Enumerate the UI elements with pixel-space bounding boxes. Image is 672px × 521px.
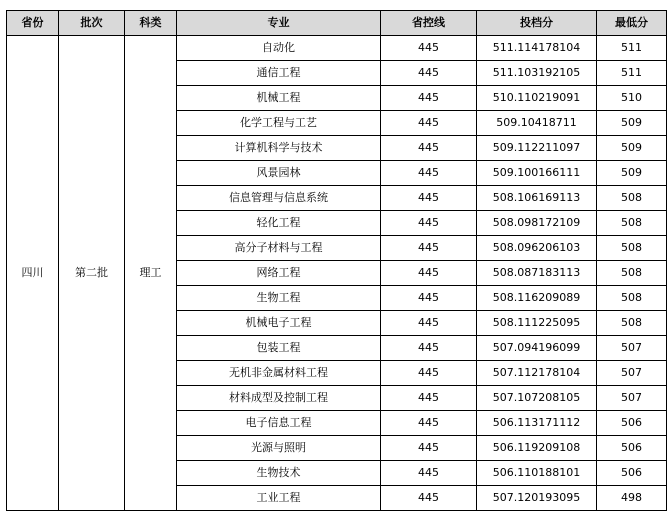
admission-score-cell: 511.114178104 [477,36,597,61]
min-score-cell: 511 [597,61,667,86]
min-score-cell: 510 [597,86,667,111]
control-line-cell: 445 [381,336,477,361]
header-row [7,11,667,36]
major-cell: 高分子材料与工程 [177,236,381,261]
header-admission-score: 投档分 [477,11,597,36]
control-line-cell: 445 [381,361,477,386]
min-score-cell: 507 [597,336,667,361]
major-cell: 生物工程 [177,286,381,311]
control-line-cell: 445 [381,36,477,61]
major-cell: 自动化 [177,36,381,61]
major-cell: 通信工程 [177,61,381,86]
admission-score-cell: 508.096206103 [477,236,597,261]
min-score-cell: 506 [597,436,667,461]
control-line-cell: 445 [381,286,477,311]
header-control-line: 省控线 [381,11,477,36]
admission-score-cell: 506.119209108 [477,436,597,461]
min-score-cell: 507 [597,386,667,411]
major-cell: 轻化工程 [177,211,381,236]
major-cell: 无机非金属材料工程 [177,361,381,386]
admission-score-cell: 509.100166111 [477,161,597,186]
admission-score-cell: 508.106169113 [477,186,597,211]
admission-score-cell: 507.107208105 [477,386,597,411]
province-cell: 四川 [7,36,59,511]
major-cell: 包装工程 [177,336,381,361]
major-cell: 生物技术 [177,461,381,486]
major-cell: 电子信息工程 [177,411,381,436]
min-score-cell: 498 [597,486,667,511]
control-line-cell: 445 [381,186,477,211]
table-row [7,36,667,61]
admission-score-cell: 507.120193095 [477,486,597,511]
min-score-cell: 509 [597,161,667,186]
admission-score-cell: 511.103192105 [477,61,597,86]
control-line-cell: 445 [381,411,477,436]
admission-score-cell: 506.110188101 [477,461,597,486]
major-cell: 计算机科学与技术 [177,136,381,161]
control-line-cell: 445 [381,211,477,236]
admission-score-cell: 510.110219091 [477,86,597,111]
min-score-cell: 508 [597,261,667,286]
min-score-cell: 508 [597,236,667,261]
control-line-cell: 445 [381,86,477,111]
admission-score-cell: 507.112178104 [477,361,597,386]
batch-cell: 第二批 [59,36,125,511]
admission-scores-table [6,10,667,511]
category-cell: 理工 [125,36,177,511]
header-min-score: 最低分 [597,11,667,36]
control-line-cell: 445 [381,436,477,461]
control-line-cell: 445 [381,161,477,186]
major-cell: 网络工程 [177,261,381,286]
admission-score-cell: 508.087183113 [477,261,597,286]
admission-score-cell: 508.116209089 [477,286,597,311]
control-line-cell: 445 [381,261,477,286]
control-line-cell: 445 [381,311,477,336]
header-batch: 批次 [59,11,125,36]
control-line-cell: 445 [381,61,477,86]
min-score-cell: 506 [597,461,667,486]
major-cell: 机械电子工程 [177,311,381,336]
admission-table-container [6,10,667,511]
min-score-cell: 507 [597,361,667,386]
table-body [7,36,667,511]
major-cell: 材料成型及控制工程 [177,386,381,411]
min-score-cell: 509 [597,136,667,161]
major-cell: 机械工程 [177,86,381,111]
major-cell: 风景园林 [177,161,381,186]
header-major: 专业 [177,11,381,36]
major-cell: 信息管理与信息系统 [177,186,381,211]
major-cell: 光源与照明 [177,436,381,461]
admission-score-cell: 508.111225095 [477,311,597,336]
control-line-cell: 445 [381,386,477,411]
min-score-cell: 508 [597,311,667,336]
major-cell: 化学工程与工艺 [177,111,381,136]
control-line-cell: 445 [381,236,477,261]
min-score-cell: 509 [597,111,667,136]
min-score-cell: 508 [597,186,667,211]
header-category: 科类 [125,11,177,36]
min-score-cell: 506 [597,411,667,436]
control-line-cell: 445 [381,461,477,486]
major-cell: 工业工程 [177,486,381,511]
admission-score-cell: 506.113171112 [477,411,597,436]
min-score-cell: 511 [597,36,667,61]
admission-score-cell: 509.112211097 [477,136,597,161]
admission-score-cell: 507.094196099 [477,336,597,361]
admission-score-cell: 508.098172109 [477,211,597,236]
min-score-cell: 508 [597,286,667,311]
control-line-cell: 445 [381,136,477,161]
header-province: 省份 [7,11,59,36]
control-line-cell: 445 [381,486,477,511]
control-line-cell: 445 [381,111,477,136]
min-score-cell: 508 [597,211,667,236]
admission-score-cell: 509.10418711 [477,111,597,136]
